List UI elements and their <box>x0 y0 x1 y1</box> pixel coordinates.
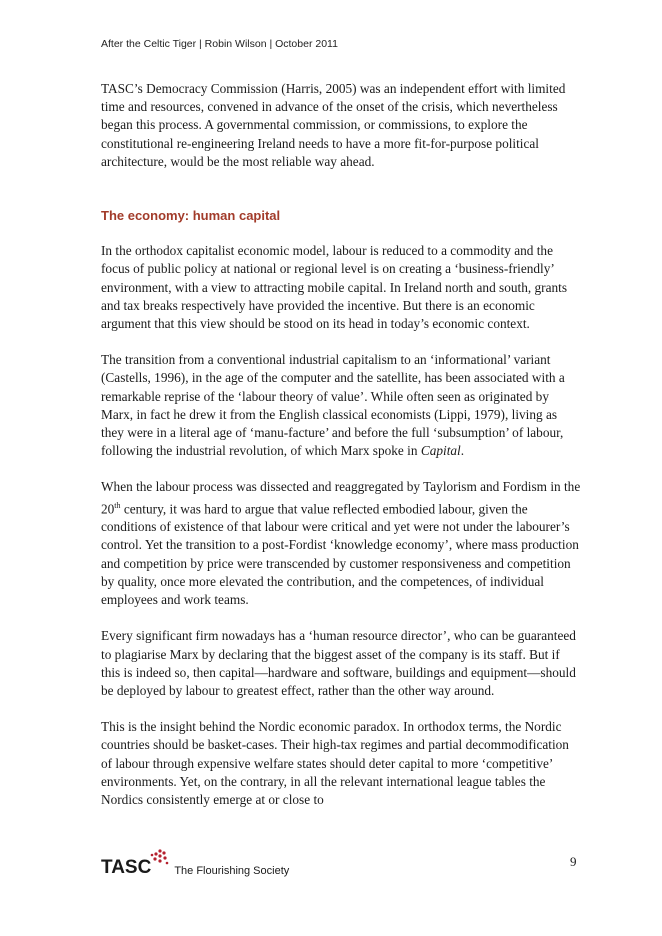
paragraph: In the orthodox capitalist economic model, labour is reduced to a commodity and the focus of public policy at national or regional level is on creating a ‘business-friendly’ environment, with a view to attracting mobile capital. In Ireland north and south, grants and tax breaks respectively have provided the incentive. But there is an economic argument that this view should be stood on its head in today’s economic context. <box>101 243 568 332</box>
paragraph <box>101 351 581 460</box>
page-number: 9 <box>570 854 577 869</box>
paragraph <box>101 478 581 609</box>
paragraph: TASC’s Democracy Commission (Harris, 2005) was an independent effort with limited time and resources, convened in advance of the onset of the crisis, which nevertheless began this process. A governmental commission, or commissions, to explore the constitutional re-engineering Ireland needs to have a more fit-for-purpose political architecture, would be the most reliable way ahead. <box>101 81 566 169</box>
paragraph-text: . <box>460 443 465 459</box>
superscript: th <box>114 500 121 510</box>
section-heading: The economy: human capital <box>101 208 281 224</box>
paragraph-text: When the labour process was dissected and reaggregated by Taylorism and Fordism in the 20 <box>101 479 581 517</box>
logo-tagline: The Flourishing Society <box>174 865 290 877</box>
paragraph: This is the insight behind the Nordic economic paradox. In orthodox terms, the Nordic countries should be basket-cases. Their high-tax regimes and partial decommodification of labour through expensive welfare states should deter capital to more ‘competitive’ environments. Yet, on the contrary, in all the relevant international league tables the Nordics consistently emerge at or close to <box>101 719 569 807</box>
paragraph-text: century, it was hard to argue that value reflected embodied labour, given the conditions of existence of that labour were critical and yet were not under the labourer’s control. Yet the transition to a post-Fordist ‘knowledge economy’, where mass production and competition by price were transcended by customer responsiveness and competition by quality, once more elevated the contribution, and the competences, of individual employees and work teams. <box>101 501 579 608</box>
page-body <box>101 80 581 827</box>
logo-wordmark: TASC <box>101 857 152 878</box>
running-header: After the Celtic Tiger | Robin Wilson | October 2011 <box>101 38 338 50</box>
book-title: Capital <box>420 443 461 459</box>
logo-dots-icon <box>148 848 170 870</box>
paragraph: Every significant firm nowadays has a ‘human resource director’, who can be guaranteed to plagiarise Marx by declaring that the biggest asset of the company is its staff. But if this is indeed so, then capital—hardware and software, buildings and equipment—should be deployed by labour to greatest effect, rather than the other way around. <box>101 628 576 698</box>
paragraph-text: The transition from a conventional industrial capitalism to an ‘informational’ variant (Castells, 1996), in the age of the computer and the satellite, has been associated with a remarkable reprise of the ‘labour theory of value’. While often seen as originated by Marx, in fact he drew it from the English classical economists (Lippi, 1979), living as they were in a literal age of ‘manu-facture’ and before the full ‘subsumption’ of labour, following the industrial revolution, of which Marx spoke in <box>101 352 565 459</box>
tasc-logo <box>101 858 289 878</box>
